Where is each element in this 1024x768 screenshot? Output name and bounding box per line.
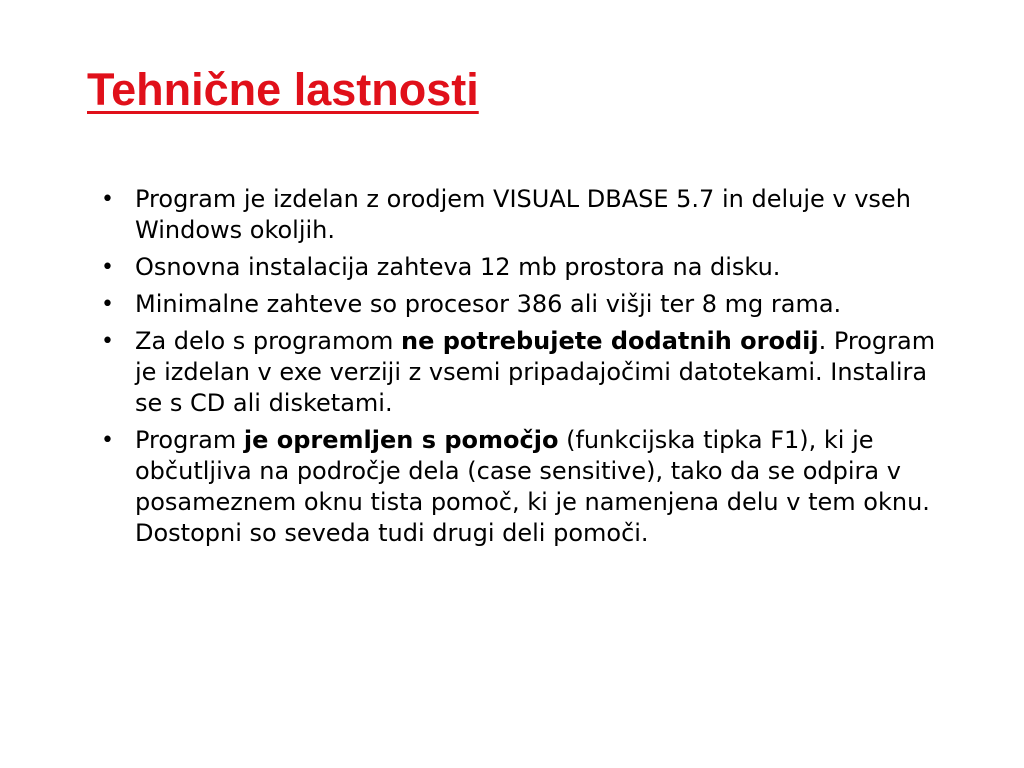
bullet-text: Minimalne zahteve so procesor 386 ali višji ter 8 mg rama. [135, 290, 842, 318]
bullet-text: Program je izdelan z orodjem VISUAL DBASE 5.7 in deluje v vseh Windows okoljih. [135, 185, 911, 244]
slide-title: Tehnične lastnosti [87, 64, 479, 115]
bullet-text-start: Za delo s programom [135, 327, 402, 355]
bullet-emphasis: ne potrebujete dodatnih orodij [401, 327, 819, 355]
bullet-item [101, 184, 951, 246]
bullet-text-end: . Program je izdelan v exe verziji z vsemi pripadajočimi datotekami. Instalira se s CD ali disketami. [135, 327, 936, 417]
bullet-icon: • [101, 292, 114, 317]
bullet-emphasis: je opremljen s pomočjo [243, 426, 559, 454]
bullet-icon: • [101, 187, 114, 212]
bullet-icon: • [101, 255, 114, 280]
bullet-icon: • [101, 428, 114, 453]
bullet-text-end: (funkcijska tipka F1), ki je občutljiva na področje dela (case sensitive), tako da se odpira v posameznem oknu tista pomoč, ki je namenjena delu v tem oknu. Dostopni so seveda tudi drugi deli pomoči. [135, 426, 930, 547]
bullet-item [101, 326, 951, 419]
bullet-item [101, 289, 951, 320]
bullet-icon: • [101, 329, 114, 354]
bullet-item [101, 252, 951, 283]
bullet-item [101, 425, 951, 549]
bullet-text-start: Program [135, 426, 244, 454]
bullet-list [101, 184, 951, 555]
bullet-text: Osnovna instalacija zahteva 12 mb prostora na disku. [135, 253, 781, 281]
